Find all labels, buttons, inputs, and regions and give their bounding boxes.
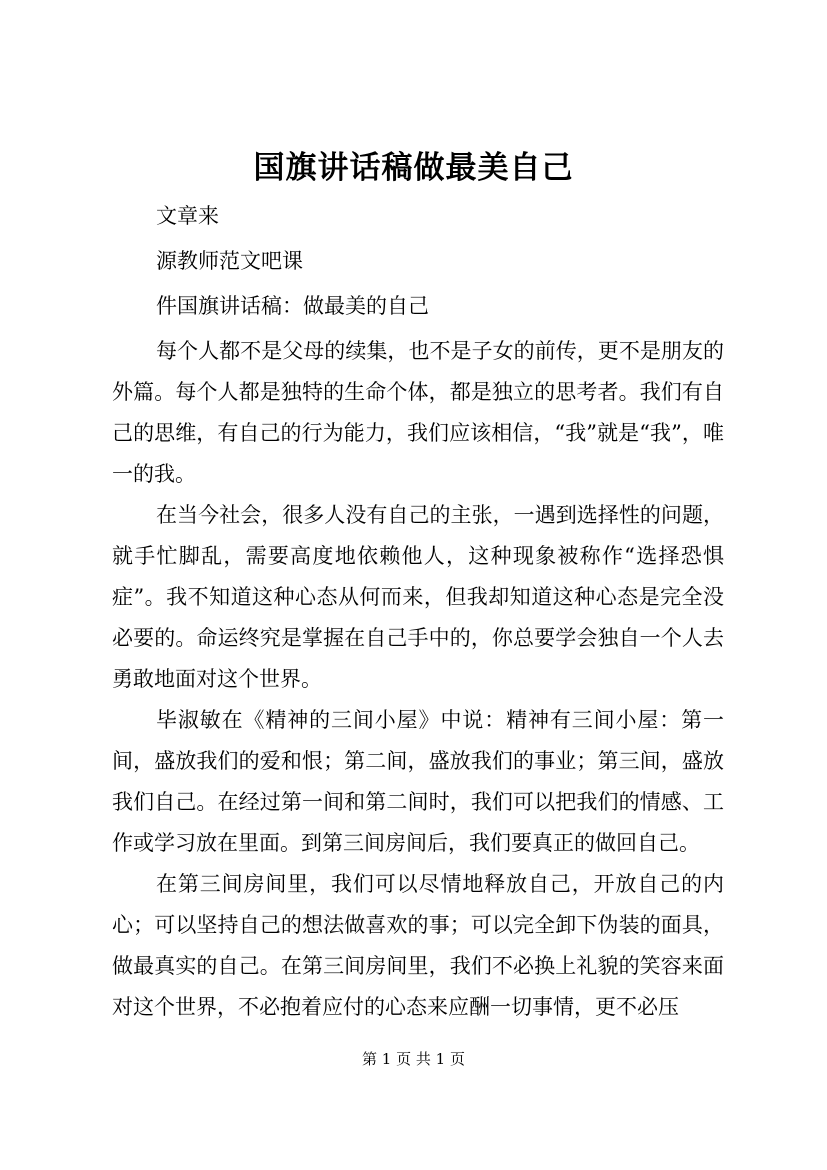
page-footer: 第 1 页 共 1 页 (362, 1050, 465, 1068)
paragraph: 在第三间房间里，我们可以尽情地释放自己，开放自己的内心；可以坚持自己的想法做喜欢的事；可以完全卸下伪装的面具，做最真实的自己。在第三间房间里，我们不必换上礼貌的笑容来面对这个世界，不必抱着应付的心态来应酬一切事情，更不必压 (112, 872, 724, 1019)
document-body (112, 196, 724, 1028)
meta-line: 源教师范文吧课 (156, 249, 303, 273)
meta-line: 文章来 (156, 204, 219, 228)
paragraph: 毕淑敏在《精神的三间小屋》中说：精神有三间小屋：第一间，盛放我们的爱和恨；第二间，盛放我们的事业；第三间，盛放我们自己。在经过第一间和第二间时，我们可以把我们的情感、工作或学习放在里面。到第三间房间后，我们要真正的做回自己。 (112, 708, 724, 855)
meta-line: 件国旗讲话稿：做最美的自己 (156, 294, 429, 318)
paragraph: 在当今社会，很多人没有自己的主张，一遇到选择性的问题，就手忙脚乱，需要高度地依赖他人，这种现象被称作“选择恐惧症”。我不知道这种心态从何而来，但我却知道这种心态是完全没必要的。命运终究是掌握在自己手中的，你总要学会独自一个人去勇敢地面对这个世界。 (112, 503, 724, 691)
paragraph: 每个人都不是父母的续集，也不是子女的前传，更不是朋友的外篇。每个人都是独特的生命个体，都是独立的思考者。我们有自己的思维，有自己的行为能力，我们应该相信，“我”就是“我”，唯一的我。 (112, 339, 724, 486)
document-title: 国旗讲话稿做最美自己 (253, 150, 574, 186)
